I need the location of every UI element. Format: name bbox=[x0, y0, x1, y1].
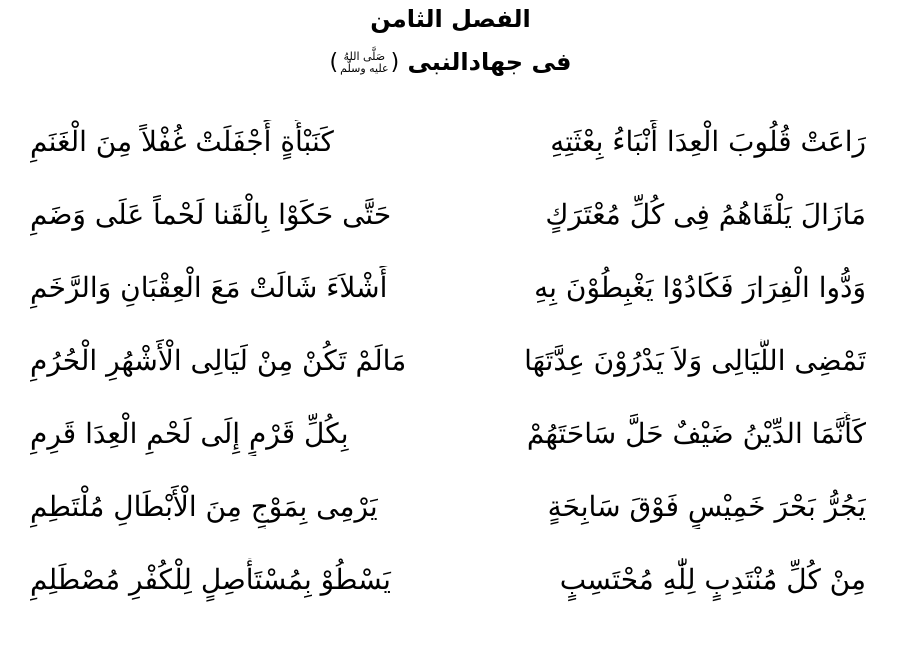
second-hemistich: أَشْلاَءَ شَالَتْ مَعَ الْعِقْبَانِ وَالرَّخَمِ bbox=[30, 271, 388, 304]
salutation-top: صَلَّى اللهُ bbox=[343, 50, 386, 63]
couplet bbox=[30, 110, 866, 183]
second-hemistich: يَرْمِى بِمَوْجٍ مِنَ الْأَبْطَالِ مُلْتَطِمِ bbox=[30, 490, 378, 523]
second-hemistich: بِكُلِّ قَرْمٍ إِلَى لَحْمِ الْعِدَا قَرِمِ bbox=[30, 417, 349, 450]
second-hemistich: يَسْطُوْ بِمُسْتَأْصِلٍ لِلْكُفْرِ مُصْطَلِمِ bbox=[30, 563, 391, 596]
second-hemistich: حَتَّى حَكَوْا بِالْقَنا لَحْماً عَلَى وَضَمِ bbox=[30, 198, 392, 231]
couplet bbox=[30, 475, 866, 548]
first-hemistich: تَمْضِى اللَّيَالِى وَلاَ يَدْرُوْنَ عِدَّتَهَا bbox=[524, 344, 866, 377]
second-hemistich: مَالَمْ تَكُنْ مِنْ لَيَالِى الْأَشْهُرِ الْحُرُمِ bbox=[30, 344, 407, 377]
salutation-bottom: عليه وسلّم bbox=[340, 62, 389, 75]
couplet bbox=[30, 402, 866, 475]
paren-close: ) bbox=[329, 50, 339, 75]
second-hemistich: كَنَبْأَةٍ أَجْفَلَتْ غُفْلاً مِنَ الْغَنَمِ bbox=[30, 125, 334, 158]
couplet bbox=[30, 548, 866, 621]
first-hemistich: وَدُّوا الْفِرَارَ فَكَادُوْا يَغْبِطُوْنَ بِهِ bbox=[534, 271, 866, 304]
chapter-subtitle bbox=[0, 44, 901, 81]
couplet bbox=[30, 183, 866, 256]
chapter-title: الفصل الثامن bbox=[370, 5, 531, 33]
salutation-glyph bbox=[340, 51, 388, 75]
poem bbox=[30, 110, 866, 621]
paren-open: ( bbox=[390, 50, 400, 75]
first-hemistich: كَأَنَّمَا الدِّيْنُ ضَيْفٌ حَلَّ سَاحَتَهُمْ bbox=[526, 417, 866, 450]
first-hemistich: رَاعَتْ قُلُوبَ الْعِدَا أَنْبَاءُ بِعْثَتِهِ bbox=[550, 125, 866, 158]
first-hemistich: مِنْ كُلِّ مُنْتَدِبٍ لِلّٰهِ مُحْتَسِبٍ bbox=[559, 563, 866, 596]
first-hemistich: مَازَالَ يَلْقَاهُمُ فِى كُلِّ مُعْتَرَكٍ bbox=[545, 198, 866, 231]
couplet bbox=[30, 256, 866, 329]
subtitle-text: فى جهادالنبى bbox=[407, 48, 572, 76]
couplet bbox=[30, 329, 866, 402]
first-hemistich: يَجُرُّ بَحْرَ خَمِيْسٍ فَوْقَ سَابِحَةٍ bbox=[547, 490, 866, 523]
